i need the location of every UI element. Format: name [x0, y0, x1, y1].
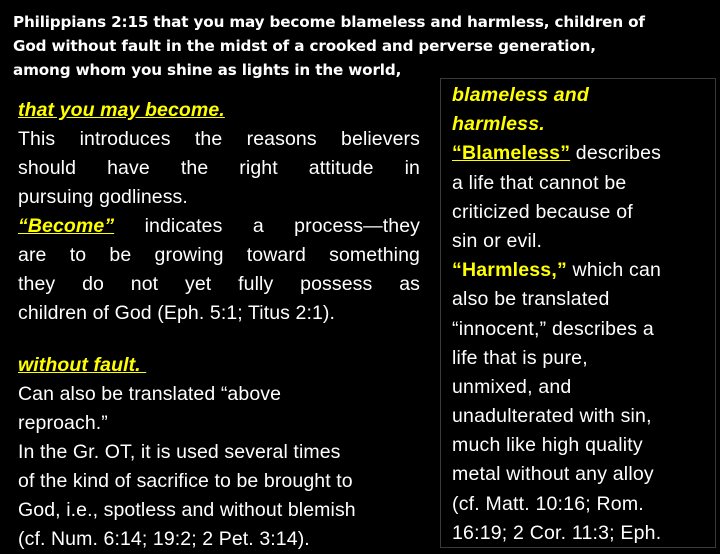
- commentary-line: much like high quality: [452, 434, 643, 457]
- verse-header: [13, 10, 713, 82]
- commentary-line: unadulterated with sin,: [452, 405, 652, 428]
- commentary-line: [18, 212, 420, 241]
- commentary-line: Can also be translated “above: [18, 383, 282, 405]
- commentary-line: (cf. Num. 6:14; 19:2; 2 Pet. 3:14).: [18, 528, 310, 550]
- term-harmless: “Harmless,”: [452, 259, 567, 282]
- commentary-line: [452, 139, 715, 168]
- verse-line: God without fault in the midst of a crooked and perverse generation,: [13, 37, 596, 55]
- commentary-line: [452, 256, 715, 285]
- commentary-line: criticized because of: [452, 200, 633, 223]
- right-commentary-box: [440, 78, 716, 548]
- commentary-line: life that is pure,: [452, 346, 588, 369]
- commentary-line: pursuing godliness.: [18, 186, 188, 208]
- commentary-line: should have the right attitude in: [18, 157, 420, 179]
- heading-that-you-may-become: that you may become.: [18, 99, 225, 121]
- heading-blameless-and-harmless: harmless.: [452, 113, 545, 136]
- commentary-text: indicates a process—they: [114, 215, 420, 237]
- commentary-line: they do not yet fully possess as: [18, 273, 420, 295]
- commentary-line: (cf. Matt. 10:16; Rom.: [452, 492, 644, 515]
- commentary-line: unmixed, and: [452, 375, 572, 398]
- commentary-line: also be translated: [452, 288, 610, 311]
- commentary-text: which can: [566, 259, 662, 282]
- verse-line: Philippians 2:15 that you may become blameless and harmless, children of: [13, 13, 645, 31]
- term-blameless: “Blameless”: [452, 142, 571, 165]
- commentary-line: reproach.”: [18, 412, 108, 434]
- commentary-line: sin or evil.: [452, 229, 543, 252]
- term-become: “Become”: [18, 215, 115, 237]
- commentary-line: metal without any alloy: [452, 463, 654, 486]
- heading-blameless-and-harmless: blameless and: [452, 84, 589, 106]
- commentary-line: are to be growing toward something: [18, 244, 420, 266]
- left-commentary: [18, 96, 420, 554]
- verse-line: among whom you shine as lights in the world,: [13, 61, 402, 79]
- commentary-line: of the kind of sacrifice to be brought to: [18, 470, 353, 492]
- commentary-line: God, i.e., spotless and without blemish: [18, 499, 356, 521]
- commentary-line: 16:19; 2 Cor. 11:3; Eph.: [452, 521, 662, 544]
- commentary-line: This introduces the reasons believers: [18, 128, 420, 150]
- commentary-text: describes: [570, 142, 662, 165]
- commentary-line: “innocent,” describes a: [452, 317, 654, 340]
- commentary-line: In the Gr. OT, it is used several times: [18, 441, 341, 463]
- heading-without-fault: without fault.: [18, 354, 147, 376]
- commentary-line: a life that cannot be: [452, 171, 627, 194]
- commentary-line: children of God (Eph. 5:1; Titus 2:1).: [18, 302, 336, 324]
